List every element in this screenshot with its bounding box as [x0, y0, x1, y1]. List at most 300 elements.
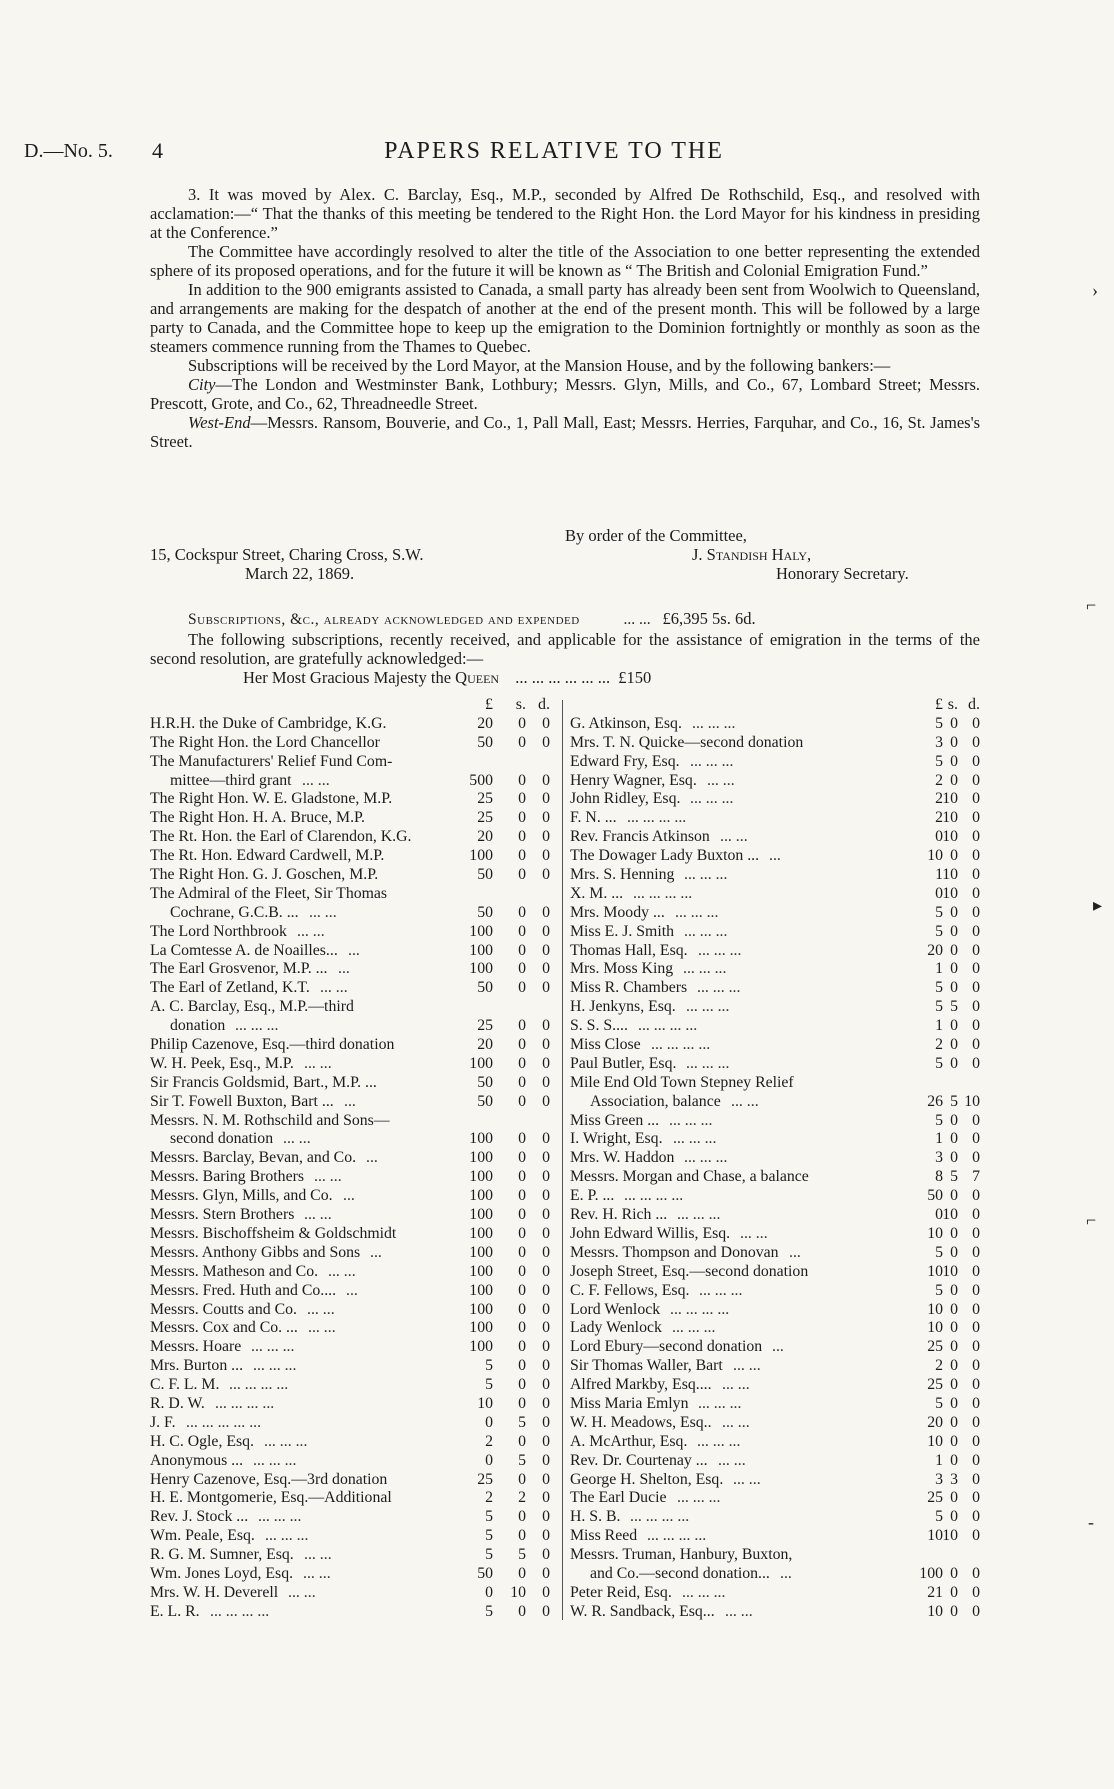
subscription-row — [570, 1130, 980, 1149]
subscriber-name: Sir Thomas Waller, Bart — [570, 1357, 723, 1375]
amount-shillings: 0 — [518, 866, 526, 884]
amount-pounds: 5 — [935, 903, 943, 921]
leader-dots: ... ... ... ... — [215, 1394, 275, 1412]
amount-pence: 0 — [542, 1187, 550, 1205]
amount-pounds: 5 — [935, 1508, 943, 1526]
amount-shillings: 5 — [950, 1092, 958, 1110]
amount-pounds: 50 — [477, 866, 493, 884]
page-header — [24, 138, 1084, 172]
subscriber-name: Messrs. Anthony Gibbs and Sons — [150, 1243, 361, 1261]
leader-dots: ... ... ... — [697, 1432, 741, 1450]
amount-pounds: 10 — [927, 1300, 943, 1318]
amount-shillings: 0 — [518, 1470, 526, 1488]
subscriber-name: W. H. Peek, Esq., M.P. — [150, 1054, 294, 1072]
subscription-row — [570, 1471, 980, 1490]
subscription-row — [150, 1489, 560, 1508]
subscription-row — [570, 1357, 980, 1376]
amount-pence: 0 — [972, 1017, 980, 1035]
subscriber-name: Messrs. Glyn, Mills, and Co. — [150, 1187, 333, 1205]
amount-pounds: 1 — [935, 960, 943, 978]
amount-pence: 0 — [972, 847, 980, 865]
acknowledged-total — [188, 609, 978, 629]
subscription-row — [150, 1112, 560, 1131]
subscriber-name: The Right Hon. the Lord Chancellor — [150, 733, 380, 751]
subscriptions-right-column — [570, 696, 980, 1622]
subscription-row — [150, 1263, 560, 1282]
amount-shillings: 0 — [518, 1206, 526, 1224]
amount-pence: 0 — [972, 1357, 980, 1375]
leader-dots: ... ... ... ... — [630, 1508, 690, 1526]
leader-dots: ... ... — [733, 1470, 761, 1488]
subscriber-name: Messrs. Bischoffsheim & Goldschmidt — [150, 1224, 397, 1242]
amount-shillings: 0 — [518, 733, 526, 751]
leader-dots: ... ... — [303, 1564, 331, 1582]
amount-pence: 0 — [972, 714, 980, 732]
leader-dots: ... ... ... — [675, 903, 719, 921]
subscription-row — [150, 1508, 560, 1527]
subscriber-name: A. C. Barclay, Esq., M.P.—third — [150, 998, 354, 1016]
amount-pounds: 3 — [935, 733, 943, 751]
acknowledged-label: Subscriptions, &c., already acknowledged and expended — [188, 611, 580, 628]
amount-pounds: 3 — [935, 1470, 943, 1488]
amount-pence: 0 — [542, 1243, 550, 1261]
subscription-row — [150, 866, 560, 885]
amount-shillings: 0 — [950, 979, 958, 997]
amount-pence: 0 — [542, 733, 550, 751]
subscription-row — [570, 960, 980, 979]
amount-shillings: 0 — [950, 1319, 958, 1337]
amount-pounds: 100 — [469, 1130, 493, 1148]
subscriber-name: H. Jenkyns, Esq. — [570, 998, 676, 1016]
amount-pounds: 0 — [485, 1413, 493, 1431]
amount-pence: 0 — [972, 1111, 980, 1129]
paragraph-subscriptions: Subscriptions will be received by the Lord Mayor, at the Mansion House, and by the following bankers:— — [188, 356, 891, 375]
pounds-header: £ — [935, 696, 943, 713]
subscriber-name: Messrs. Barclay, Bevan, and Co. — [150, 1149, 357, 1167]
amount-pounds: 5 — [485, 1546, 493, 1564]
amount-shillings: 10 — [942, 1206, 958, 1224]
leader-dots: ... ... ... ... ... — [186, 1413, 262, 1431]
page-number: 4 — [152, 138, 163, 163]
amount-pounds: 10 — [927, 1602, 943, 1620]
amount-shillings: 0 — [950, 1376, 958, 1394]
west-end-label: West-End — [188, 413, 251, 432]
subscription-row — [570, 1584, 980, 1603]
amount-pounds: 5 — [935, 752, 943, 770]
amount-shillings: 5 — [950, 998, 958, 1016]
city-bankers-text: —The London and Westminster Bank, Lothbury; Messrs. Glyn, Mills, and Co., 67, Lombard Street; Messrs. Prescott, Grote, and Co., 62, Threadneedle Street. — [150, 375, 980, 413]
amount-pounds: 0 — [935, 828, 943, 846]
amount-shillings: 0 — [950, 1451, 958, 1469]
leader-dots: ... ... — [288, 1583, 316, 1601]
subscription-row — [570, 1168, 980, 1187]
amount-pence: 0 — [542, 809, 550, 827]
amount-pence: 0 — [972, 866, 980, 884]
amount-pence: 0 — [542, 1413, 550, 1431]
amount-shillings: 0 — [518, 1602, 526, 1620]
amount-pounds: 50 — [477, 733, 493, 751]
amount-pence: 0 — [972, 1300, 980, 1318]
document-reference: D.—No. 5. — [24, 140, 113, 162]
subscription-row — [570, 1433, 980, 1452]
intro-text: The following subscriptions, recently received, and applicable for the assistance of emigration in the terms of the second resolution, are gratefully acknowledged:— — [150, 630, 980, 668]
pounds-header: £ — [485, 696, 493, 713]
subscriber-name: Sir T. Fowell Buxton, Bart ... — [150, 1092, 334, 1110]
amount-shillings: 0 — [518, 1508, 526, 1526]
amount-pence: 0 — [972, 903, 980, 921]
amount-pounds: 25 — [927, 1338, 943, 1356]
amount-pounds: 100 — [469, 847, 493, 865]
amount-pence: 0 — [542, 1357, 550, 1375]
amount-pounds: 50 — [477, 1092, 493, 1110]
subscriptions-intro — [150, 630, 980, 668]
amount-shillings: 10 — [942, 1527, 958, 1545]
amount-pence: 0 — [542, 771, 550, 789]
amount-pence: 0 — [542, 1394, 550, 1412]
subscription-row — [570, 1017, 980, 1036]
paragraph-title-change: The Committee have accordingly resolved to alter the title of the Association to one better representing the extended sphere of its proposed operations, and for the future it will be known as “ The British and Colonial Emigration Fund.” — [150, 242, 980, 280]
leader-dots: ... ... ... — [697, 979, 741, 997]
leader-dots: ... ... ... ... — [210, 1602, 270, 1620]
subscriber-name: Mrs. Burton ... — [150, 1357, 244, 1375]
amount-pence: 0 — [542, 1470, 550, 1488]
subscription-row — [150, 715, 560, 734]
subscription-row — [570, 1452, 980, 1471]
subscriber-name: H. C. Ogle, Esq. — [150, 1432, 254, 1450]
subscriber-name: Mrs. W. Haddon — [570, 1149, 675, 1167]
amount-shillings: 0 — [518, 1130, 526, 1148]
amount-pounds: 3 — [935, 1149, 943, 1167]
subscription-row — [570, 809, 980, 828]
amount-pounds: 100 — [469, 922, 493, 940]
subscriber-name: Philip Cazenove, Esq.—third donation — [150, 1036, 395, 1054]
amount-shillings: 0 — [950, 1036, 958, 1054]
subscription-row — [150, 1074, 560, 1093]
amount-shillings: 0 — [950, 1224, 958, 1242]
amount-pounds: 5 — [935, 1394, 943, 1412]
subscription-row — [570, 904, 980, 923]
amount-pounds: 5 — [485, 1357, 493, 1375]
amount-pence: 7 — [972, 1168, 980, 1186]
amount-shillings: 0 — [950, 1564, 958, 1582]
subscription-row — [150, 1206, 560, 1225]
amount-shillings: 10 — [942, 790, 958, 808]
subscription-row — [570, 772, 980, 791]
signature-name: J. Standish Haly, — [692, 545, 812, 564]
subscriber-name: Lord Ebury—second donation — [570, 1338, 763, 1356]
amount-pence: 0 — [972, 1224, 980, 1242]
amount-pounds: 100 — [469, 1300, 493, 1318]
amount-pounds: 20 — [477, 714, 493, 732]
subscription-row — [150, 1168, 560, 1187]
report-body — [150, 185, 980, 451]
subscription-row — [150, 772, 560, 791]
amount-pence: 0 — [972, 1281, 980, 1299]
leader-dots: ... ... ... — [682, 1583, 726, 1601]
amount-shillings: 0 — [518, 903, 526, 921]
amount-pounds: 10 — [927, 1527, 943, 1545]
amount-pounds: 1 — [935, 866, 943, 884]
amount-shillings: 0 — [518, 1073, 526, 1091]
amount-shillings: 0 — [950, 1281, 958, 1299]
amount-pence: 0 — [542, 1130, 550, 1148]
subscription-row — [570, 1565, 980, 1584]
amount-pounds: 2 — [935, 790, 943, 808]
amount-shillings: 0 — [950, 1149, 958, 1167]
subscriptions-left-column — [150, 696, 560, 1622]
amount-pence: 0 — [972, 1583, 980, 1601]
leader-dots: ... — [346, 1281, 358, 1299]
amount-pounds: 25 — [927, 1489, 943, 1507]
leader-dots: ... ... ... ... — [651, 1036, 711, 1054]
pence-header: d. — [538, 696, 550, 713]
amount-pence: 0 — [542, 903, 550, 921]
amount-pence: 0 — [972, 1130, 980, 1148]
amount-shillings: 0 — [518, 714, 526, 732]
subscription-row — [150, 1149, 560, 1168]
amount-shillings: 0 — [950, 847, 958, 865]
subscription-row — [570, 1055, 980, 1074]
amount-pounds: 100 — [469, 960, 493, 978]
subscription-row — [570, 715, 980, 734]
acknowledged-amount: £6,395 5s. 6d. — [662, 609, 756, 628]
subscription-row — [570, 828, 980, 847]
queen-dots: ... ... ... ... ... ... — [515, 668, 611, 687]
amount-pence: 0 — [542, 941, 550, 959]
amount-shillings: 0 — [518, 1357, 526, 1375]
subscription-row — [150, 790, 560, 809]
subscriber-name: C. F. Fellows, Esq. — [570, 1281, 690, 1299]
subscription-row — [570, 1244, 980, 1263]
amount-shillings: 0 — [950, 1338, 958, 1356]
margin-mark: ⌐ — [1086, 1210, 1097, 1230]
leader-dots: ... ... ... — [673, 1130, 717, 1148]
amount-pence: 0 — [542, 1564, 550, 1582]
shillings-header: s. — [515, 696, 526, 713]
subscriber-name: Thomas Hall, Esq. — [570, 941, 688, 959]
amount-shillings: 0 — [518, 1262, 526, 1280]
subscriber-name: E. P. ... — [570, 1187, 615, 1205]
left-subscription-list — [150, 715, 560, 1622]
amount-pence: 0 — [972, 1394, 980, 1412]
leader-dots: ... ... ... — [684, 922, 728, 940]
amount-pence: 0 — [972, 771, 980, 789]
leader-dots: ... — [366, 1149, 378, 1167]
amount-pence: 0 — [542, 1602, 550, 1620]
subscriber-name: The Lord Northbrook — [150, 922, 287, 940]
leader-dots: ... — [780, 1564, 792, 1582]
queen-amount: £150 — [618, 668, 652, 687]
amount-pounds: 100 — [469, 1149, 493, 1167]
queen-word: Queen — [455, 668, 500, 687]
subscriber-name: Henry Wagner, Esq. — [570, 771, 697, 789]
amount-shillings: 0 — [518, 1376, 526, 1394]
subscription-row — [570, 1301, 980, 1320]
leader-dots: ... — [344, 1092, 356, 1110]
amount-shillings: 0 — [518, 1338, 526, 1356]
subscriber-name: Messrs. Thompson and Donovan — [570, 1243, 779, 1261]
subscriber-name: X. M. ... — [570, 884, 624, 902]
subscriber-name: Paul Butler, Esq. — [570, 1054, 677, 1072]
subscriber-name: The Right Hon. G. J. Goschen, M.P. — [150, 866, 379, 884]
subscriber-name: G. Atkinson, Esq. — [570, 714, 682, 732]
amount-pounds: 5 — [935, 1281, 943, 1299]
subscriber-name: H. S. B. — [570, 1508, 621, 1526]
subscriber-name: Messrs. Morgan and Chase, a balance — [570, 1168, 809, 1186]
amount-shillings: 0 — [518, 1187, 526, 1205]
amount-pence: 0 — [542, 1527, 550, 1545]
amount-shillings: 0 — [950, 1054, 958, 1072]
subscriber-name: The Manufacturers' Relief Fund Com- — [150, 752, 393, 770]
subscriber-name: Rev. Francis Atkinson — [570, 828, 710, 846]
subscription-row — [570, 847, 980, 866]
amount-shillings: 0 — [518, 1432, 526, 1450]
amount-pounds: 2 — [935, 1357, 943, 1375]
subscription-row — [570, 866, 980, 885]
amount-pounds: 2 — [485, 1432, 493, 1450]
amount-pence: 0 — [972, 1149, 980, 1167]
subscription-row — [570, 998, 980, 1017]
subscription-row — [150, 1301, 560, 1320]
subscriber-name: The Rt. Hon. Edward Cardwell, M.P. — [150, 847, 385, 865]
amount-pence: 0 — [542, 1168, 550, 1186]
signature-role: Honorary Secretary. — [776, 564, 909, 583]
leader-dots: ... ... — [733, 1357, 761, 1375]
subscription-row — [150, 904, 560, 923]
amount-shillings: 5 — [950, 1168, 958, 1186]
subscription-row — [570, 1263, 980, 1282]
leader-dots: ... — [769, 847, 781, 865]
amount-pence: 0 — [542, 1489, 550, 1507]
leader-dots: ... ... — [297, 922, 325, 940]
subscription-row — [150, 1584, 560, 1603]
subscription-row — [150, 1093, 560, 1112]
amount-shillings: 0 — [950, 1583, 958, 1601]
queen-text: Her Most Gracious Majesty the — [243, 668, 452, 687]
leader-dots: ... ... — [722, 1376, 750, 1394]
amount-shillings: 10 — [942, 809, 958, 827]
leader-dots: ... ... — [725, 1602, 753, 1620]
subscription-row — [150, 1527, 560, 1546]
right-subscription-list — [570, 715, 980, 1622]
amount-shillings: 10 — [510, 1583, 526, 1601]
amount-pounds: 2 — [935, 1036, 943, 1054]
amount-pounds: 5 — [935, 1054, 943, 1072]
margin-mark: ▸ — [1093, 895, 1103, 915]
amount-pence: 0 — [972, 752, 980, 770]
subscriber-name: Messrs. Coutts and Co. — [150, 1300, 298, 1318]
amount-pence: 0 — [972, 960, 980, 978]
amount-pounds: 100 — [469, 1168, 493, 1186]
amount-pence: 0 — [972, 733, 980, 751]
subscription-row — [570, 1282, 980, 1301]
amount-pence: 0 — [542, 1319, 550, 1337]
subscriber-name: Wm. Jones Loyd, Esq. — [150, 1564, 294, 1582]
city-label: City — [188, 375, 216, 394]
amount-pence: 0 — [542, 1300, 550, 1318]
amount-shillings: 0 — [518, 790, 526, 808]
amount-pence: 0 — [972, 1376, 980, 1394]
amount-pounds: 1 — [935, 1451, 943, 1469]
leader-dots: ... ... ... — [672, 1319, 716, 1337]
leader-dots: ... ... ... ... — [229, 1376, 289, 1394]
amount-pounds: 50 — [477, 1073, 493, 1091]
amount-pence: 0 — [972, 1262, 980, 1280]
leader-dots: ... ... ... ... — [670, 1300, 730, 1318]
amount-pence: 0 — [542, 1281, 550, 1299]
amount-pounds: 1 — [935, 1130, 943, 1148]
leader-dots: ... ... — [707, 771, 735, 789]
shillings-header: s. — [947, 696, 958, 713]
amount-shillings: 0 — [950, 1300, 958, 1318]
leader-dots: ... ... ... — [686, 998, 730, 1016]
amount-pounds: 0 — [485, 1451, 493, 1469]
subscriber-name: Lady Wenlock — [570, 1319, 662, 1337]
amount-pence: 0 — [972, 1432, 980, 1450]
leader-dots: ... ... — [731, 1092, 759, 1110]
amount-pounds: 5 — [935, 1111, 943, 1129]
amount-pence: 0 — [972, 1413, 980, 1431]
amount-pounds: 100 — [469, 1187, 493, 1205]
amount-pence: 10 — [964, 1092, 980, 1110]
amount-pence: 0 — [972, 790, 980, 808]
column-header — [150, 696, 560, 715]
subscription-row — [150, 1452, 560, 1471]
subscription-row — [570, 1149, 980, 1168]
column-header — [570, 696, 980, 715]
amount-pounds: 20 — [477, 1036, 493, 1054]
amount-pounds: 2 — [935, 809, 943, 827]
subscription-row — [570, 923, 980, 942]
amount-shillings: 5 — [518, 1451, 526, 1469]
subscriber-name: The Dowager Lady Buxton ... — [570, 847, 760, 865]
subscription-row — [150, 979, 560, 998]
amount-shillings: 0 — [950, 960, 958, 978]
signature-order: By order of the Committee, — [565, 526, 747, 545]
amount-pounds: 10 — [927, 847, 943, 865]
subscription-row — [570, 1489, 980, 1508]
amount-pounds: 100 — [469, 1243, 493, 1261]
amount-shillings: 0 — [950, 1357, 958, 1375]
amount-pence: 0 — [972, 1243, 980, 1261]
amount-pounds: 1 — [935, 1017, 943, 1035]
subscription-row — [150, 1036, 560, 1055]
amount-pence: 0 — [972, 1451, 980, 1469]
amount-pounds: 21 — [927, 1583, 943, 1601]
subscriber-name: Miss R. Chambers — [570, 979, 688, 997]
amount-shillings: 0 — [950, 1602, 958, 1620]
amount-pounds: 20 — [477, 828, 493, 846]
subscription-row — [150, 998, 560, 1017]
subscriber-name: George H. Shelton, Esq. — [570, 1470, 724, 1488]
amount-shillings: 0 — [950, 752, 958, 770]
leader-dots: ... ... — [328, 1262, 356, 1280]
subscription-row — [570, 753, 980, 772]
leader-dots: ... — [338, 960, 350, 978]
subscriber-name: The Right Hon. H. A. Bruce, M.P. — [150, 809, 366, 827]
amount-pounds: 50 — [477, 979, 493, 997]
amount-pounds: 20 — [927, 941, 943, 959]
leader-dots: ... ... ... — [698, 1394, 742, 1412]
subscription-row — [150, 1357, 560, 1376]
leader-dots: ... — [370, 1243, 382, 1261]
subscriber-name: Wm. Peale, Esq. — [150, 1527, 255, 1545]
subscriber-name: Messrs. Hoare — [150, 1338, 242, 1356]
amount-pence: 0 — [542, 1451, 550, 1469]
amount-shillings: 10 — [942, 884, 958, 902]
subscriber-name: Messrs. Baring Brothers — [150, 1168, 305, 1186]
subscription-row — [150, 1130, 560, 1149]
